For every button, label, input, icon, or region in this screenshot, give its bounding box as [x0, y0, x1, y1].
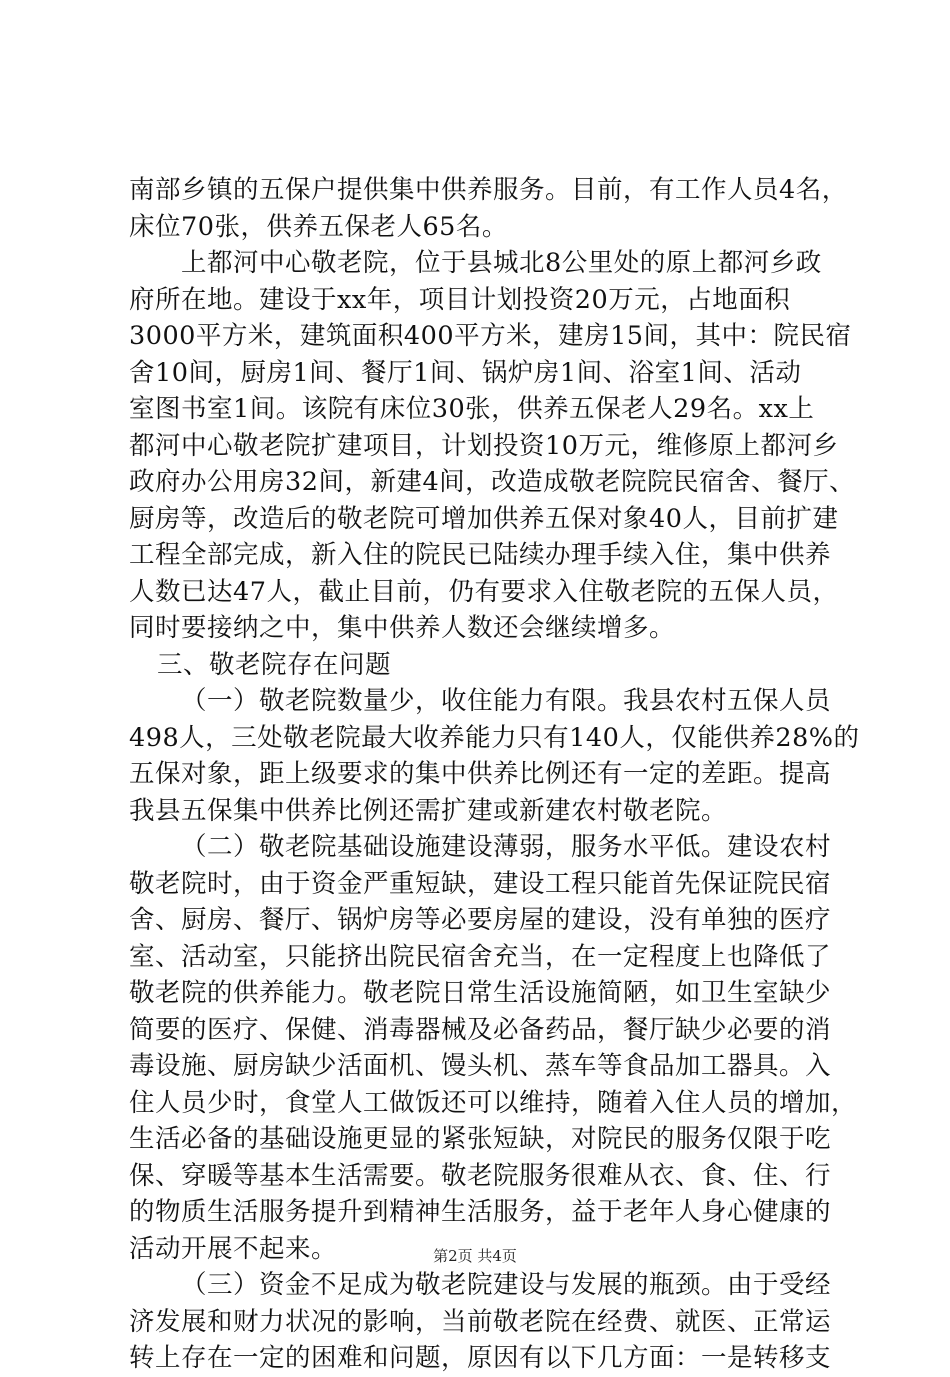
text-line: 敬老院时，由于资金严重短缺，建设工程只能首先保证院民宿: [129, 868, 832, 899]
text-line: 工程全部完成，新入住的院民已陆续办理手续入住，集中供养: [129, 540, 832, 570]
text-line: 毒设施、厨房缺少活面机、馒头机、蒸车等食品加工器具。入: [129, 1051, 832, 1081]
text-line: 人数已达47人，截止目前，仍有要求入住敬老院的五保人员，: [129, 576, 839, 607]
text-line: 敬老院的供养能力。敬老院日常生活设施简陋，如卫生室缺少: [129, 978, 832, 1008]
text-line: 室图书室1间。该院有床位30张，供养五保老人29名。xx上: [129, 394, 815, 424]
text-line: 室、活动室，只能挤出院民宿舍充当，在一定程度上也降低了: [129, 941, 832, 972]
text-line: 五保对象，距上级要求的集中供养比例还有一定的差距。提高: [129, 759, 832, 789]
text-line: 3000平方米，建筑面积400平方米，建房15间，其中：院民宿: [129, 321, 852, 351]
text-line: 活动开展不起来。: [129, 1233, 338, 1264]
text-line: 济发展和财力状况的影响，当前敬老院在经费、就医、正常运: [129, 1306, 832, 1337]
text-line: 498人，三处敬老院最大收养能力只有140人，仅能供养28%的: [129, 722, 860, 753]
text-line: 我县五保集中供养比例还需扩建或新建农村敬老院。: [129, 795, 728, 826]
paragraph-start-line: （一）敬老院数量少，收住能力有限。我县农村五保人员: [181, 686, 832, 716]
text-line: 政府办公用房32间，新建4间，改造成敬老院院民宿舍、餐厅、: [129, 467, 856, 497]
section-heading: 三、敬老院存在问题: [157, 649, 392, 680]
text-line: 厨房等，改造后的敬老院可增加供养五保对象40人，目前扩建: [129, 503, 839, 534]
text-line: 舍、厨房、餐厅、锅炉房等必要房屋的建设，没有单独的医疗: [129, 905, 832, 935]
text-line: 生活必备的基础设施更显的紧张短缺，对院民的服务仅限于吃: [129, 1124, 832, 1154]
text-line: 床位70张，供养五保老人65名。: [129, 211, 508, 242]
text-line: 转上存在一定的困难和问题，原因有以下几方面：一是转移支: [129, 1343, 832, 1373]
text-line: 同时要接纳之中，集中供养人数还会继续增多。: [129, 613, 676, 643]
text-line: 住人员少时，食堂人工做饭还可以维持，随着入住人员的增加，: [129, 1087, 858, 1118]
paragraph-start-line: （二）敬老院基础设施建设薄弱，服务水平低。建设农村: [181, 832, 832, 862]
text-line: 保、穿暖等基本生活需要。敬老院服务很难从衣、食、住、行: [129, 1160, 832, 1191]
document-body: [129, 172, 860, 1377]
paragraph-start-line: 上都河中心敬老院，位于县城北8公里处的原上都河乡政: [181, 248, 822, 278]
text-line: 的物质生活服务提升到精神生活服务，益于老年人身心健康的: [129, 1197, 832, 1227]
paragraph-start-line: （三）资金不足成为敬老院建设与发展的瓶颈。由于受经: [181, 1270, 832, 1300]
text-line: 府所在地。建设于xx年，项目计划投资20万元，占地面积: [129, 284, 791, 315]
text-line: 都河中心敬老院扩建项目，计划投资10万元，维修原上都河乡: [129, 430, 839, 461]
text-line: 简要的医疗、保健、消毒器械及必备药品，餐厅缺少必要的消: [129, 1014, 832, 1045]
text-line: 舍10间，厨房1间、餐厅1间、锅炉房1间、浴室1间、活动: [129, 357, 802, 388]
page-number-footer: 第2页 共4页: [433, 1247, 517, 1265]
text-line: 南部乡镇的五保户提供集中供养服务。目前，有工作人员4名，: [129, 175, 848, 205]
